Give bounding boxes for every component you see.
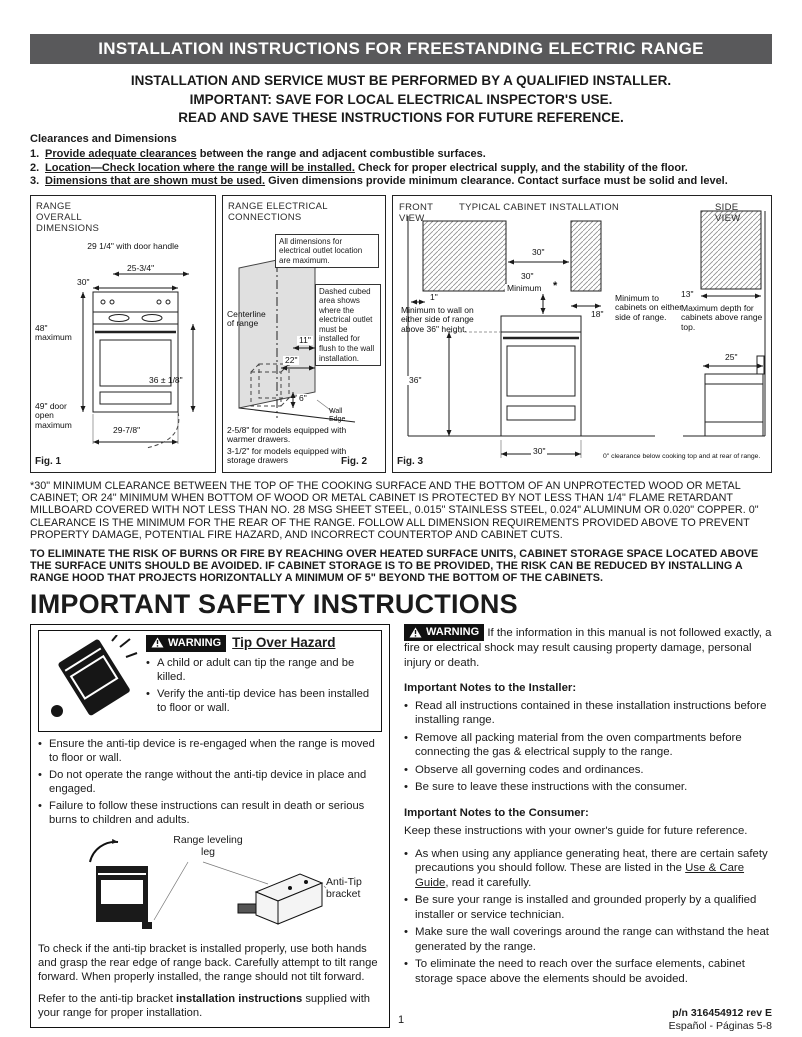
- fig3-dim-1: 1": [430, 291, 438, 302]
- installer-notice: [30, 72, 772, 128]
- fig2-dim-22: 22": [285, 354, 298, 365]
- list-item-text: • Make sure the wall coverings around the range can withstand the heat generated by the range.: [415, 926, 769, 953]
- list-item-text: • Be sure to leave these instructions with the consumer.: [415, 781, 688, 794]
- fig1-caption: Fig. 1: [35, 455, 62, 467]
- list-item-text: • Ensure the anti-tip device is re-engaged when the range is moved to floor or wall.: [49, 737, 375, 764]
- fig1-dim-width: 30": [77, 276, 90, 287]
- fig3-title: TYPICAL CABINET INSTALLATION: [459, 201, 620, 213]
- list-item-text: • Remove all packing material from the oven compartments before connecting the gas & electrical supply to the range.: [415, 731, 742, 759]
- fig3-dim-13: 13": [681, 288, 694, 299]
- fig2-note-dashed-area: Dashed cubed area shows where the electrical outlet must be installed for flush to the wall installation.: [315, 284, 381, 367]
- item-number: 3.: [30, 175, 40, 187]
- item-rest: Check for proper electrical supply, and the stability of the floor.: [354, 161, 688, 174]
- item-rest: between the range and adjacent combustible surfaces.: [196, 148, 486, 160]
- part-number-block: [669, 1007, 772, 1033]
- figure-3-typical-cabinet-installation: [392, 195, 772, 473]
- fig3-dim-min-30: 30": [521, 270, 534, 281]
- page-number: 1: [397, 1014, 405, 1026]
- warning-badge: [404, 624, 484, 642]
- list-item: [38, 799, 382, 827]
- warning-triangle-icon: [409, 627, 422, 638]
- list-item: [146, 687, 376, 715]
- list-item: [146, 656, 376, 684]
- fig3-dim-36: 36": [409, 374, 422, 385]
- warning-badge-label: WARNING: [426, 625, 480, 638]
- clearances-section: [30, 133, 772, 189]
- safety-instructions-title: IMPORTANT SAFETY INSTRUCTIONS: [30, 588, 518, 619]
- part-number: p/n 316454912 rev E: [672, 1007, 772, 1019]
- fig1-dim-height: 48" maximum: [35, 322, 72, 343]
- anti-tip-bracket-figure: [38, 832, 382, 934]
- fig3-side-view-label: SIDE VIEW: [715, 201, 741, 224]
- warning-badge-label: WARNING: [168, 636, 222, 649]
- list-item-text: [415, 847, 772, 891]
- notice-line-2: IMPORTANT: SAVE FOR LOCAL ELECTRICAL INSPECTOR'S USE.: [189, 91, 613, 107]
- tipping-range-icon: [44, 635, 140, 723]
- document-title-bar: [30, 34, 772, 64]
- list-item: [404, 893, 772, 922]
- fig2-note-warmer-drawers: 2-5/8" for models equipped with warmer drawers.: [227, 424, 347, 445]
- list-item: [404, 763, 772, 778]
- refer-text: Refer to the anti-tip bracket: [38, 992, 177, 1005]
- figures-row: [30, 195, 772, 473]
- bracket-check-paragraph: To check if the anti-tip bracket is installed properly, use both hands and grasp the rear edge of range back. Carefully attempt to tilt range forward. When properly installed, the range should not tilt forward.: [38, 942, 378, 983]
- fig3-minimum-label: Minimum: [507, 282, 542, 293]
- list-item-text: • Be sure your range is installed and grounded properly by a qualified installer or service technician.: [415, 894, 757, 921]
- consumer-bullet-post: , read it carefully.: [445, 876, 532, 889]
- minimum-clearance-note: *30" MINIMUM CLEARANCE BETWEEN THE TOP OF THE COOKING SURFACE AND THE BOTTOM OF AN UNPROTECTED WOOD OR METAL CABINET; OR 24" MINIMUM WHEN BOTTOM OF WOOD OR METAL CABINET IS PROTECTED BY NOT LESS THAN 1/4" FLAME RETARDANT MILLBOARD COVERED WITH NOT LESS THAN NO. 28 MSG SHEET STEEL, 0.015" STAINLESS STEEL, 0.024" ALUMINUM OR 0.020" COPPER. 0" CLEARANCE IS THE MINIMUM FOR THE REAR OF THE RANGE. FOLLOW ALL DIMENSION REQUIREMENTS PROVIDED ABOVE TO PREVENT PROPERTY DAMAGE, POTENTIAL FIRE HAZARD, AND INCORRECT COUNTERTOP AND CABINET CUTS.: [30, 479, 759, 542]
- consumer-bullet-pre: As when using any appliance generating heat, there are certain safety precautions you should follow. These are listed in the: [415, 847, 768, 875]
- list-item-text: • Read all instructions contained in these installation instructions before installing range.: [415, 699, 767, 727]
- warning-badge: [146, 635, 226, 652]
- tip-over-hazard-box: [38, 630, 382, 732]
- item-lead: Dimensions that are shown must be used.: [45, 175, 266, 187]
- refer-text-end: supplied with your range for proper installation.: [38, 992, 371, 1019]
- fig2-wall-edge-label: Wall Edge: [329, 407, 346, 423]
- list-item: [404, 731, 772, 760]
- clearances-heading: Clearances and Dimensions: [30, 132, 177, 145]
- fig1-dim-back-width: 25-3/4": [127, 262, 155, 273]
- fig3-zero-clearance-note: 0" clearance below cooking top and at rear of range.: [603, 452, 761, 460]
- fig1-title: RANGE OVERALL DIMENSIONS: [36, 200, 100, 235]
- item-lead: Provide adequate clearances: [45, 148, 197, 160]
- fig3-caption: Fig. 3: [397, 455, 424, 467]
- list-item-text: • Observe all governing codes and ordinances.: [415, 763, 644, 776]
- fig3-note-wall: Minimum to wall on either side of range above 36" height.: [401, 304, 474, 335]
- general-warning-text: If the information in this manual is not followed exactly, a fire or electrical shock may result causing property damage, personal injury or death.: [404, 626, 772, 669]
- fig3-front-view-label: FRONT VIEW: [399, 201, 434, 224]
- installer-notes-heading: Important Notes to the Installer:: [404, 682, 577, 695]
- list-item-text: • Do not operate the range without the anti-tip device in place and engaged.: [49, 768, 367, 795]
- fig2-note-outlet: All dimensions for electrical outlet location are maximum.: [275, 234, 379, 269]
- tip-over-hazard-heading: Tip Over Hazard: [232, 635, 336, 651]
- list-item: [404, 699, 772, 728]
- range-leveling-leg-label: Range leveling leg: [173, 833, 243, 858]
- fig2-dim-6: 6": [299, 392, 307, 403]
- fig2-note-storage-drawers: 3-1/2" for models equipped with storage drawers: [227, 445, 347, 466]
- tip-over-hazard-column: [30, 624, 390, 1028]
- list-item-text: • Failure to follow these instructions can result in death or serious burns to children and adults.: [49, 799, 365, 826]
- list-item: [38, 768, 382, 796]
- notice-line-3: READ AND SAVE THESE INSTRUCTIONS FOR FUTURE REFERENCE.: [178, 110, 624, 125]
- list-item: [404, 780, 772, 795]
- figure-2-range-electrical-connections: [222, 195, 386, 473]
- fig3-asterisk: *: [553, 279, 558, 292]
- fig3-note-cabinets: Minimum to cabinets on either side of range.: [615, 292, 683, 323]
- tipping-range-illustration: [44, 635, 140, 727]
- page-footer: [30, 1007, 772, 1037]
- tip-over-hazard-content: [146, 635, 376, 727]
- fig3-dim-25: 25": [725, 351, 738, 362]
- item-number: 1.: [30, 148, 40, 160]
- list-item-text: • A child or adult can tip the range and be killed.: [157, 656, 355, 683]
- use-care-guide-reference: Use & Care Guide: [415, 862, 745, 889]
- fig2-title: RANGE ELECTRICAL CONNECTIONS: [228, 200, 328, 223]
- list-item: [404, 847, 772, 891]
- consumer-notes-heading: Important Notes to the Consumer:: [404, 806, 589, 819]
- item-text: [45, 162, 688, 176]
- language-note: Español - Páginas 5-8: [668, 1020, 772, 1032]
- fig1-dim-cooktop-height: 36 ± 1/8": [149, 374, 183, 385]
- document-title: INSTALLATION INSTRUCTIONS FOR FREESTANDING ELECTRIC RANGE: [98, 39, 704, 58]
- fig2-caption: Fig. 2: [341, 455, 368, 467]
- item-text: [45, 148, 486, 162]
- fig1-dim-depth: 29-7/8": [113, 424, 141, 435]
- list-item: [404, 957, 772, 986]
- fig3-note-depth: Maximum depth for cabinets above range top.: [681, 302, 763, 333]
- list-item-text: • To eliminate the need to reach over the surface elements, cabinet storage space above the elements should be avoided.: [415, 958, 745, 985]
- fig1-dim-door-open: 49" door open maximum: [35, 400, 72, 431]
- consumer-intro-paragraph: Keep these instructions with your owner's guide for future reference.: [404, 825, 748, 838]
- warning-heading-row: [146, 635, 376, 652]
- anti-tip-bullet-list: [38, 737, 382, 827]
- general-warning-paragraph: [404, 624, 772, 671]
- item-lead: Location—Check location where the range will be installed.: [45, 161, 355, 174]
- fig3-dim-bottom-30: 30": [533, 445, 546, 456]
- warning-triangle-icon: [151, 637, 164, 648]
- clearance-item-1: [30, 148, 772, 162]
- clearance-item-2: [30, 162, 772, 176]
- item-number: 2.: [30, 161, 40, 174]
- list-item: [38, 737, 382, 765]
- fig1-dim-door-handle: 29 1/4" with door handle: [87, 240, 179, 251]
- burn-risk-warning: TO ELIMINATE THE RISK OF BURNS OR FIRE BY REACHING OVER HEATED SURFACE UNITS, CABINET STORAGE SPACE LOCATED ABOVE THE SURFACE UNITS SHOULD BE AVOIDED. IF CABINET STORAGE IS TO BE PROVIDED, THE RISK CAN BE REDUCED BY INSTALLING A RANGE HOOD THAT PROJECTS HORIZONTALLY A MINIMUM OF 5" BEYOND THE BOTTOM OF THE CABINETS.: [30, 547, 759, 585]
- safety-columns: [30, 624, 772, 1028]
- general-warning-column: [404, 624, 772, 987]
- fig3-dim-gap-30: 30": [532, 246, 545, 257]
- list-item: [404, 925, 772, 954]
- fig2-centerline-label: Centerline of range: [227, 308, 266, 329]
- clearance-item-3: [30, 175, 772, 189]
- anti-tip-bracket-label: Anti-Tip bracket: [326, 875, 362, 900]
- refer-bold-text: installation instructions: [176, 992, 303, 1005]
- item-text: [45, 175, 728, 189]
- list-item-text: • Verify the anti-tip device has been installed to floor or wall.: [157, 687, 370, 714]
- notice-line-1: INSTALLATION AND SERVICE MUST BE PERFORMED BY A QUALIFIED INSTALLER.: [130, 73, 672, 88]
- fig2-dim-11: 11": [299, 334, 311, 345]
- fig3-dim-18: 18": [591, 308, 604, 319]
- figure-1-range-overall-dimensions: [30, 195, 216, 473]
- item-rest: Given dimensions provide minimum clearance. Contact surface must be solid and level.: [265, 175, 728, 187]
